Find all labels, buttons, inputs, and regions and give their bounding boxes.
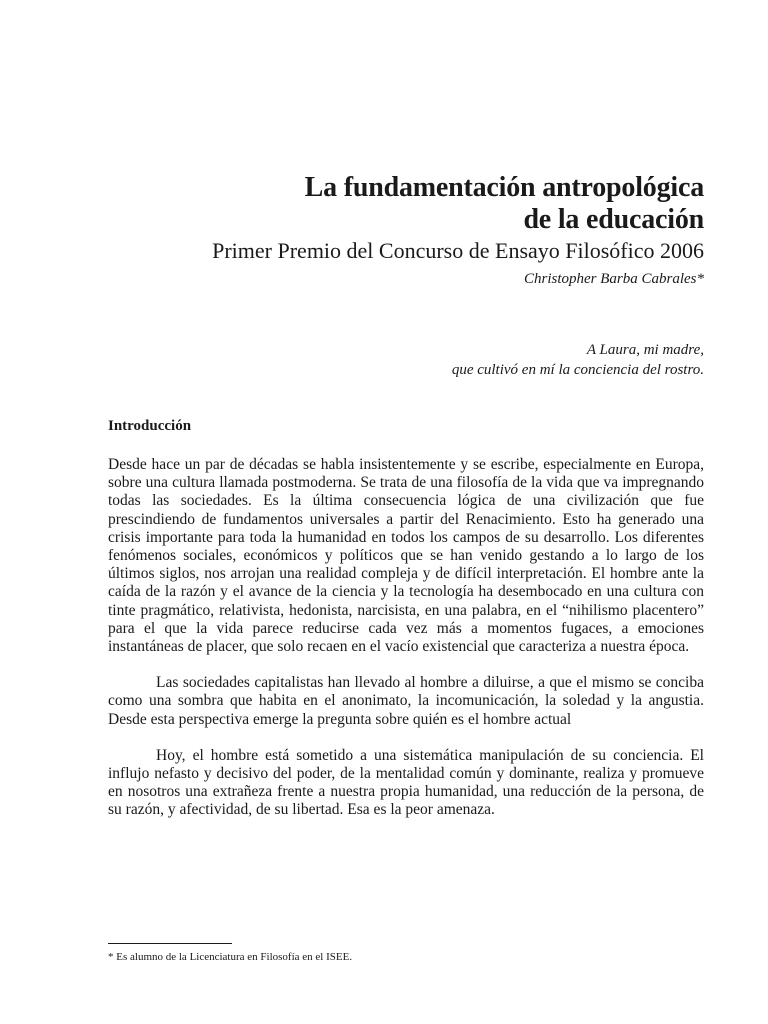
- title-line-1: La fundamentación antropológica: [304, 172, 704, 203]
- author-name: Christopher Barba Cabrales*: [523, 271, 704, 287]
- body-text: [108, 456, 704, 838]
- title-line-2: de la educación: [523, 204, 704, 235]
- dedication-line-1: A Laura, mi madre,: [586, 342, 704, 358]
- paragraph-1: Desde hace un par de décadas se habla insistentemente y se escribe, especialmente en Europa, sobre una cultura llamada postmoderna. Se trata de una filosofía de la vida que va impregnando todas las sociedades. Es la última consecuencia lógica de una civilización que fue prescindiendo de fundamentos universales a partir del Renacimiento. Esto ha generado una crisis importante para toda la humanidad en todos los campos de su desarrollo. Los diferentes fenómenos sociales, económicos y políticos que se han venido gestando a lo largo de los últimos siglos, nos arrojan una realidad compleja y de difícil interpretación. El hombre ante la caída de la razón y el avance de la ciencia y la tecnología ha desembocado en una cultura con tinte pragmático, relativista, hedonista, narcisista, en una palabra, en el “nihilismo placentero” para el que la vida parece reducirse cada vez más a momentos fugaces, a emociones instantáneas de placer, que solo recaen en el vacío existencial que caracteriza a nuestra época.: [108, 456, 704, 656]
- paragraph-2: Las sociedades capitalistas han llevado al hombre a diluirse, a que el mismo se conciba como una sombra que habita en el anonimato, la incomunicación, la soledad y la angustia. Desde esta perspectiva emerge la pregunta sobre quién es el hombre actual: [108, 674, 704, 728]
- document-page: [108, 0, 704, 1024]
- footnote-divider: [108, 943, 232, 944]
- dedication: [452, 340, 704, 380]
- title-block: [104, 172, 704, 289]
- section-heading: Introducción: [108, 418, 192, 434]
- paragraph-3: Hoy, el hombre está sometido a una sistemática manipulación de su conciencia. El influjo nefasto y decisivo del poder, de la mentalidad común y dominante, realiza y promueve en nosotros una extrañeza frente a nuestra propia humanidad, una reducción de la persona, de su razón, y afectividad, de su libertad. Esa es la peor amenaza.: [108, 746, 704, 819]
- dedication-line-2: que cultivó en mí la conciencia del rostro.: [451, 362, 704, 378]
- footnote: * Es alumno de la Licenciatura en Filosofía en el ISEE.: [108, 951, 353, 963]
- subtitle: Primer Premio del Concurso de Ensayo Filosófico 2006: [212, 238, 704, 263]
